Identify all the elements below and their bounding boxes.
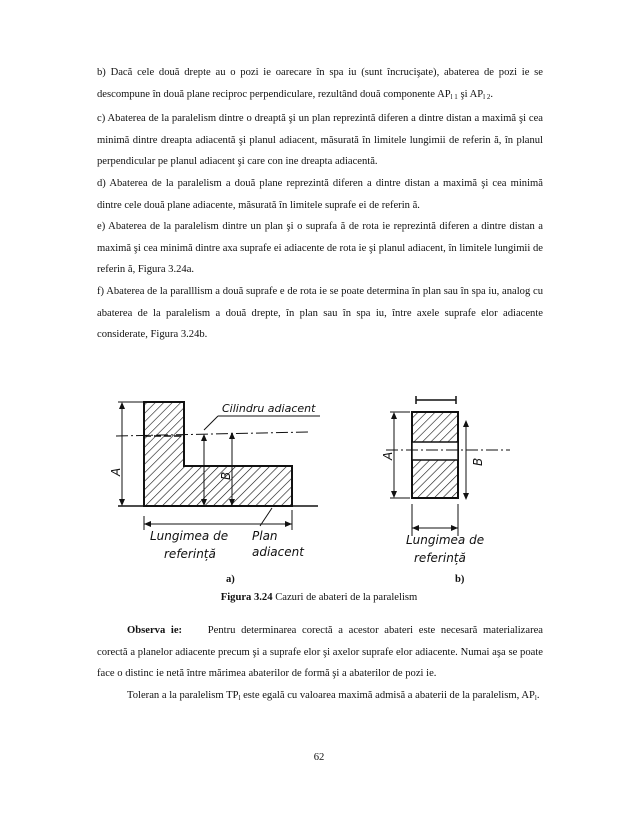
label-length-1: Lungimea de	[150, 529, 229, 543]
symbol-subscript: l	[534, 693, 537, 702]
page-number: 62	[313, 752, 325, 763]
figure-caption-label: Figura 3.24	[220, 592, 273, 603]
symbol-subscript: l 2	[483, 92, 491, 101]
label-b: B	[471, 457, 485, 466]
symbol-ap: AP	[437, 88, 451, 100]
conjunction: şi	[457, 88, 470, 100]
figure-a-drawing	[108, 390, 328, 570]
period: .	[490, 88, 493, 100]
note-label: Observa ie:	[127, 625, 183, 636]
tolerance-text-end: este egală cu valoarea maximă admisă a abaterii de la paralelism,	[243, 689, 520, 701]
label-b: B	[219, 471, 233, 480]
paragraph-d: d) Abaterea de la paralelism a două plane reprezintă diferen a dintre distan a maximă şi cea minimă dintre cele două plane adiacente, măsurată în limitele suprafe ei de referin ă.	[97, 177, 543, 211]
paragraph-b-text: b) Dacă cele două drepte au o pozi ie oarecare în spa iu (sunt încrucişate), abaterea de pozi ie se descompune în două plane reciproc perpendiculare, rezultând două componente	[97, 67, 543, 100]
text-block-top	[97, 62, 543, 346]
note-text: Pentru determinarea corectă a acestor abateri este necesară materializarea corectă a planelor adiacente precum şi a suprafe elor şi axelor suprafe elor adiacente. Numai aşa se poate face o distinc ie netă între mărimea abaterilor de formă şi a abaterilor de pozi ie.	[97, 625, 544, 680]
figure-caption	[0, 592, 638, 603]
paragraph-e: e) Abaterea de la paralelism dintre un plan şi o suprafa ă de rota ie reprezintă diferen a dintre distan a maximă şi cea minimă dintre axa suprafe ei adiacente de rota ie şi planul adiacent, în limitele lungimii de referin ă, Figura 3.24a.	[97, 221, 543, 276]
label-plane-2: adiacent	[252, 545, 304, 559]
symbol-ap: AP	[469, 88, 484, 100]
period: .	[536, 689, 540, 701]
symbol-tp: TP	[226, 689, 239, 701]
tolerance-text-start: Toleran a la paralelism	[127, 689, 224, 701]
figure-b-drawing	[376, 386, 536, 570]
hatched-part-a	[144, 402, 292, 506]
label-length-2: referință	[164, 547, 216, 561]
label-a: A	[109, 467, 123, 476]
paragraph-b	[97, 62, 543, 108]
label-cylinder: Cilindru adiacent	[222, 402, 316, 415]
symbol-subscript: l 1	[450, 92, 458, 101]
note-paragraph	[97, 620, 543, 685]
symbol-subscript: l	[238, 693, 241, 702]
paragraph-c: c) Abaterea de la paralelism dintre o dreaptă şi un plan reprezintă diferen a dintre distan a maximă şi cea minimă dintre dreapta adiacentă şi planul adiacent, măsurată în limitele lungimii de referin ă, în planul perpendicular pe planul adiacent şi care con ine dreapta adiacentă.	[97, 113, 543, 168]
figure-caption-text: Cazuri de abateri de la paralelism	[275, 592, 418, 603]
label-length-1: Lungimea de	[406, 533, 485, 547]
label-plane-1: Plan	[252, 529, 278, 543]
figure-b-caption: b)	[455, 574, 465, 585]
label-a: A	[381, 451, 395, 460]
tolerance-paragraph	[97, 685, 543, 710]
paragraph-f: f) Abaterea de la paralllism a două suprafe e de rota ie se poate determina în plan sau în spa iu, analog cu abaterea de la paralelism a două drepte, în plan sau în spa iu, între axele suprafe elor adiacente considerate, Figura 3.24b.	[97, 285, 543, 341]
text-block-bottom	[97, 620, 543, 709]
figure-a-caption: a)	[226, 574, 235, 585]
label-length-2: referință	[414, 551, 466, 565]
symbol-ap: AP	[521, 689, 535, 701]
